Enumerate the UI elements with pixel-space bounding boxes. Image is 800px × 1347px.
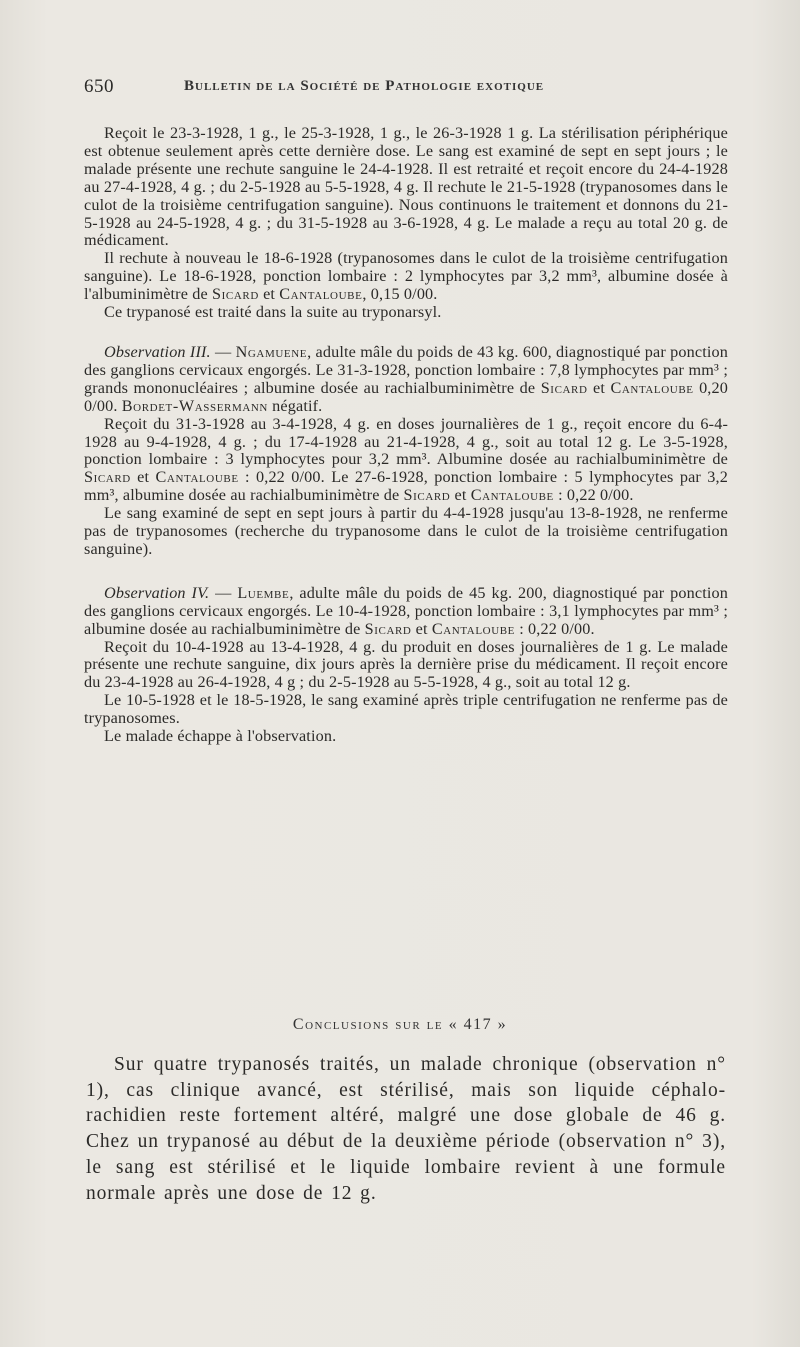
- test-name: Bordet-Wassermann: [121, 396, 268, 415]
- author-name: Sicard: [212, 285, 259, 304]
- text-run: , adulte mâle du poids de 43 kg. 600, diagnostiqué par ponction des ganglions cervicaux engorgés. Le 31-3-1928, ponction lombaire : 7,8 lymphocytes par mm³ ; grands mononucléaires ; albumine dosée au rachialbuminimètre de: [84, 342, 729, 397]
- paragraph: [84, 250, 728, 304]
- text-run: négatif.: [267, 396, 323, 415]
- paragraph: Le sang examiné de sept en sept jours à partir du 4-4-1928 jusqu'au 13-8-1928, ne renferme pas de trypanosomes (recherche du trypanosome dans le culot de la troisième centrifugation sanguine).: [84, 504, 728, 558]
- text-run: et: [130, 468, 156, 487]
- text-run: , 0,15 0/00.: [362, 285, 438, 304]
- author-name: Cantaloube: [610, 378, 694, 397]
- text-run: et: [258, 285, 280, 304]
- patient-name: Ngamuene: [235, 342, 308, 361]
- text-run: et: [411, 619, 432, 638]
- page-header: [84, 76, 730, 100]
- observation-label: Observation III.: [104, 342, 211, 361]
- running-title: Bulletin de la Société de Pathologie exotique: [184, 78, 545, 94]
- paragraph: Le 10-5-1928 et le 18-5-1928, le sang examiné après triple centrifugation ne renferme pas de trypanosomes.: [84, 691, 728, 728]
- author-name: Sicard: [540, 378, 588, 397]
- text-run: : 0,22 0/00. Le 27-6-1928, ponction lombaire : 5 lymphocytes par 3,2 mm³, albumine dosée au rachialbuminimètre de: [84, 468, 728, 505]
- observation-4: [84, 585, 728, 639]
- paragraph: Le malade échappe à l'observation.: [104, 727, 337, 746]
- text-run: Reçoit du 31-3-1928 au 3-4-1928, 4 g. en doses journalières de 1 g., reçoit encore du 6-4-1928 au 9-4-1928, 4 g. ; du 17-4-1928 au 21-4-1928, 4 g., soit au total 12 g. Le 3-5-1928, ponction lombaire : 3 lymphocytes pour 3,2 mm³. Albumine dosée au rachialbuminimètre de: [84, 414, 728, 469]
- text-run: et: [450, 486, 471, 505]
- text-run: —: [209, 583, 238, 602]
- paragraph: Ce trypanosé est traité dans la suite au tryponarsyl.: [104, 303, 442, 322]
- text-run: : 0,22 0/00.: [515, 619, 595, 638]
- author-name: Cantaloube: [279, 285, 363, 304]
- paragraph: Reçoit le 23-3-1928, 1 g., le 25-3-1928, 1 g., le 26-3-1928 1 g. La stérilisation périphérique est obtenue seulement après cette dernière dose. Le sang est examiné de sept en sept jours ; le malade présente une rechute sanguine le 24-4-1928. Il est retraité et reçoit encore du 24-4-1928 au 27-4-1928, 4 g. ; du 2-5-1928 au 5-5-1928, 4 g. Il rechute le 21-5-1928 (trypanosomes dans le culot de la troisième centrifugation sanguine). Nous continuons le traitement et donnons du 21-5-1928 au 24-5-1928, 4 g. ; du 31-5-1928 au 3-6-1928, 4 g. Le malade a reçu au total 20 g. de médicament.: [84, 124, 728, 250]
- body-text: [84, 125, 728, 746]
- patient-name: Luembe: [237, 583, 290, 602]
- page-number: 650: [84, 76, 114, 97]
- section-heading: Conclusions sur le « 417 »: [292, 1016, 508, 1033]
- text-run: Il rechute à nouveau le 18-6-1928 (trypanosomes dans le culot de la troisième centrifugation sanguine). Le 18-6-1928, ponction lombaire : 2 lymphocytes par 3,2 mm³, albumine dosée à l'albuminimètre de: [84, 249, 728, 304]
- author-name: Cantaloube: [155, 468, 239, 487]
- text-run: : 0,22 0/00.: [553, 486, 634, 505]
- author-name: Sicard: [403, 486, 451, 505]
- text-run: , adulte mâle du poids de 45 kg. 200, diagnostiqué par ponction des ganglions cervicaux engorgés. Le 10-4-1928, ponction lombaire : 3,1 lymphocytes par mm³ ; albumine dosée au rachialbuminimètre de: [84, 583, 729, 638]
- text-run: —: [210, 342, 236, 361]
- observation-3: [84, 344, 728, 416]
- author-name: Cantaloube: [431, 619, 515, 638]
- conclusion-text: [86, 1052, 726, 1206]
- author-name: Sicard: [364, 619, 412, 638]
- text-run: et: [587, 378, 611, 397]
- author-name: Cantaloube: [470, 486, 554, 505]
- text-run: 0,20 0/00.: [84, 378, 728, 415]
- paragraph: Reçoit du 10-4-1928 au 13-4-1928, 4 g. du produit en doses journalières de 1 g. Le malade présente une rechute sanguine, dix jours après la dernière prise du médicament. Il reçoit encore du 23-4-1928 au 26-4-1928, 4 g ; du 2-5-1928 au 5-5-1928, 4 g., soit au total 12 g.: [84, 637, 728, 692]
- paragraph: [84, 416, 728, 506]
- paragraph: Sur quatre trypanosés traités, un malade chronique (observation n° 1), cas clinique avancé, est stérilisé, mais son liquide céphalo-rachidien reste fortement altéré, malgré une dose globale de 46 g. Chez un trypanosé au début de la deuxième période (observation n° 3), le sang est stérilisé et le liquide lombaire revient à une formule normale après une dose de 12 g.: [86, 1054, 726, 1204]
- author-name: Sicard: [84, 468, 131, 487]
- observation-label: Observation IV.: [104, 583, 210, 602]
